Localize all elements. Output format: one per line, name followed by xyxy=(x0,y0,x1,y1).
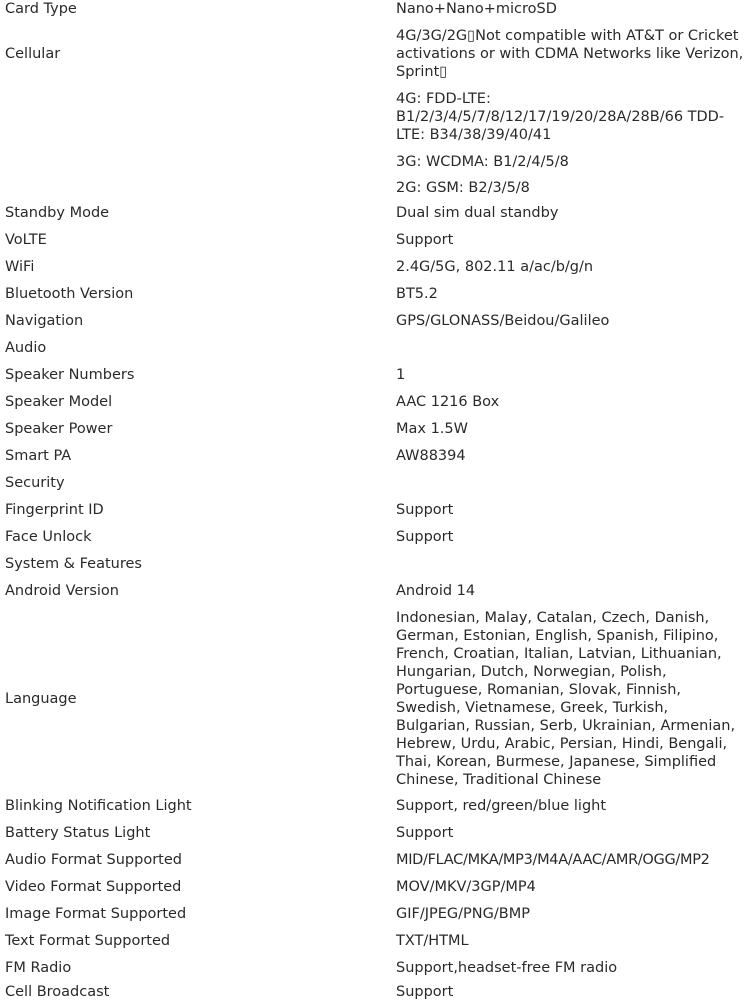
spec-label: Text Format Supported xyxy=(5,933,171,949)
spec-value: Support xyxy=(396,232,454,248)
spec-value: GPS/GLONASS/Beidou/Galileo xyxy=(396,313,610,329)
spec-value: Dual sim dual standby xyxy=(396,205,559,221)
spec-value: TXT/HTML xyxy=(396,933,469,949)
spec-section-label: System & Features xyxy=(5,556,142,572)
spec-label: Speaker Numbers xyxy=(5,367,135,383)
spec-value: Support, red/green/blue light xyxy=(396,798,607,814)
spec-label: Blinking Notification Light xyxy=(5,798,192,814)
spec-value: Support xyxy=(396,984,454,1000)
spec-value: MID/FLAC/MKA/MP3/M4A/AAC/AMR/OGG/MP2 xyxy=(396,852,710,868)
spec-value-cellular-compat: 4G/3G/2G▯Not compatible with AT&T or Cricket activations or with CDMA Networks like Verizon, Sprint▯ xyxy=(396,28,744,80)
spec-value-cellular-3g: 3G: WCDMA: B1/2/4/5/8 xyxy=(396,154,569,170)
spec-label: Card Type xyxy=(5,1,77,17)
spec-value: AW88394 xyxy=(396,448,466,464)
spec-value: BT5.2 xyxy=(396,286,438,302)
spec-label: Speaker Model xyxy=(5,394,113,410)
spec-value: MOV/MKV/3GP/MP4 xyxy=(396,879,536,895)
spec-label: Speaker Power xyxy=(5,421,113,437)
spec-section-label: Audio xyxy=(5,340,47,356)
spec-label: Image Format Supported xyxy=(5,906,187,922)
spec-label: Face Unlock xyxy=(5,529,92,545)
spec-label: Audio Format Supported xyxy=(5,852,182,868)
spec-label: Battery Status Light xyxy=(5,825,151,841)
spec-label: Standby Mode xyxy=(5,205,110,221)
spec-value-cellular-4g: 4G: FDD-LTE: B1/2/3/4/5/7/8/12/17/19/20/28A/28B/66 TDD-LTE: B34/38/39/40/41 xyxy=(396,91,725,143)
spec-label: VoLTE xyxy=(5,232,47,248)
spec-value: Max 1.5W xyxy=(396,421,468,437)
spec-value: 1 xyxy=(396,367,406,383)
spec-value: GIF/JPEG/PNG/BMP xyxy=(396,906,530,922)
spec-value: Support,headset-free FM radio xyxy=(396,960,618,976)
spec-label: Bluetooth Version xyxy=(5,286,134,302)
spec-value: Support xyxy=(396,825,454,841)
spec-value: 2.4G/5G, 802.11 a/ac/b/g/n xyxy=(396,259,594,275)
spec-label: Cell Broadcast xyxy=(5,984,110,1000)
spec-label: Cellular xyxy=(5,46,61,62)
spec-value: Support xyxy=(396,502,454,518)
spec-value-language: Indonesian, Malay, Catalan, Czech, Danish, German, Estonian, English, Spanish, Filipino, French, Croatian, Italian, Latvian, Lithuanian, Hungarian, Dutch, Norwegian, Polish, Portuguese, Romanian, Slovak, Finnish, Swedish, Vietnamese, Greek, Turkish, Bulgarian, Russian, Serb, Ukrainian, Armenian, Hebrew, Urdu, Arabic, Persian, Hindi, Bengali, Thai, Korean, Burmese, Japanese, Simplified Chinese, Traditional Chinese xyxy=(396,610,736,788)
spec-label: Fingerprint ID xyxy=(5,502,104,518)
spec-label: Language xyxy=(5,691,77,707)
spec-label: Smart PA xyxy=(5,448,72,464)
spec-value: AAC 1216 Box xyxy=(396,394,500,410)
spec-section-label: Security xyxy=(5,475,65,491)
spec-value: Nano+Nano+microSD xyxy=(396,1,557,17)
spec-value-cellular-2g: 2G: GSM: B2/3/5/8 xyxy=(396,180,530,196)
spec-value: Support xyxy=(396,529,454,545)
spec-label: FM Radio xyxy=(5,960,72,976)
spec-label: Android Version xyxy=(5,583,119,599)
spec-label: Video Format Supported xyxy=(5,879,182,895)
spec-value: Android 14 xyxy=(396,583,476,599)
spec-label: WiFi xyxy=(5,259,35,275)
spec-label: Navigation xyxy=(5,313,84,329)
